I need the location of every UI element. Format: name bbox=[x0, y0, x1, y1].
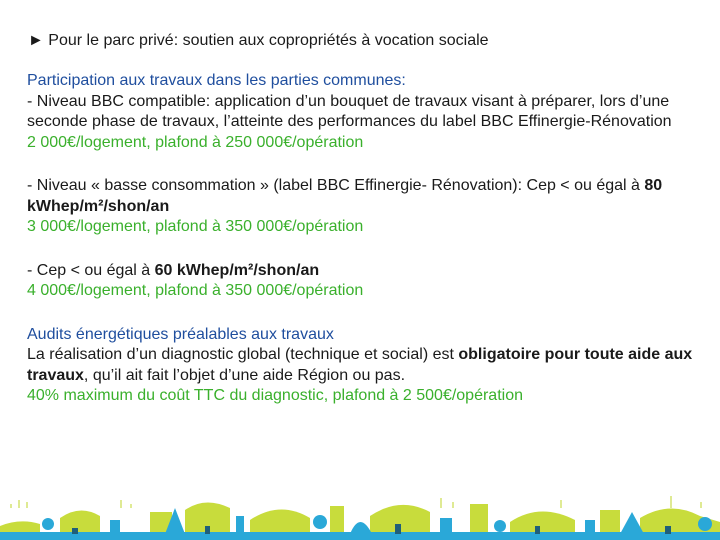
section-text bbox=[27, 176, 709, 217]
aid-amount: 3 000€/logement, plafond à 350 000€/opération bbox=[27, 218, 364, 235]
aid-amount: 4 000€/logement, plafond à 350 000€/opération bbox=[27, 282, 364, 299]
triangle-bullet-icon: ► bbox=[28, 32, 44, 49]
aid-amount: 40% maximum du coût TTC du diagnostic, plafond à 2 500€/opération bbox=[27, 387, 523, 404]
section-title: Participation aux travaux dans les parties communes: bbox=[27, 72, 406, 89]
aid-amount: 2 000€/logement, plafond à 250 000€/opération bbox=[27, 133, 364, 151]
section-text bbox=[27, 345, 709, 386]
section-basse-consommation bbox=[27, 176, 709, 238]
text-span: - Cep < ou égal à bbox=[27, 261, 155, 279]
slide-heading bbox=[28, 31, 708, 51]
section-cep-60 bbox=[27, 261, 709, 302]
slide-content bbox=[27, 71, 709, 430]
text-span: , qu’il ait fait l’objet d’une aide Région ou pas. bbox=[83, 366, 406, 384]
bold-threshold: 60 kWhep/m²/shon/an bbox=[154, 261, 320, 279]
section-text: - Niveau BBC compatible: application d’un bouquet de travaux visant à préparer, lors d’une seconde phase de travaux, l’atteinte des performances du label BBC Effinergie-Rénovation bbox=[27, 92, 672, 130]
section-text bbox=[27, 261, 709, 282]
section-travaux-parties-communes bbox=[27, 71, 709, 153]
text-span: La réalisation d’un diagnostic global (technique et social) est bbox=[27, 346, 459, 363]
bold-threshold: 80 kWhep/m²/shon/an bbox=[27, 177, 663, 215]
city-skyline-illustration bbox=[0, 460, 720, 540]
text-span: - Niveau « basse consommation » (label BBC Effinergie- Rénovation): Cep < ou égal à bbox=[27, 177, 645, 194]
bold-requirement: obligatoire pour toute aide aux travaux bbox=[27, 346, 693, 384]
section-title: Audits énergétiques préalables aux travaux bbox=[27, 325, 334, 343]
section-audits bbox=[27, 325, 709, 407]
heading-text: Pour le parc privé: soutien aux copropriétés à vocation sociale bbox=[48, 32, 489, 49]
